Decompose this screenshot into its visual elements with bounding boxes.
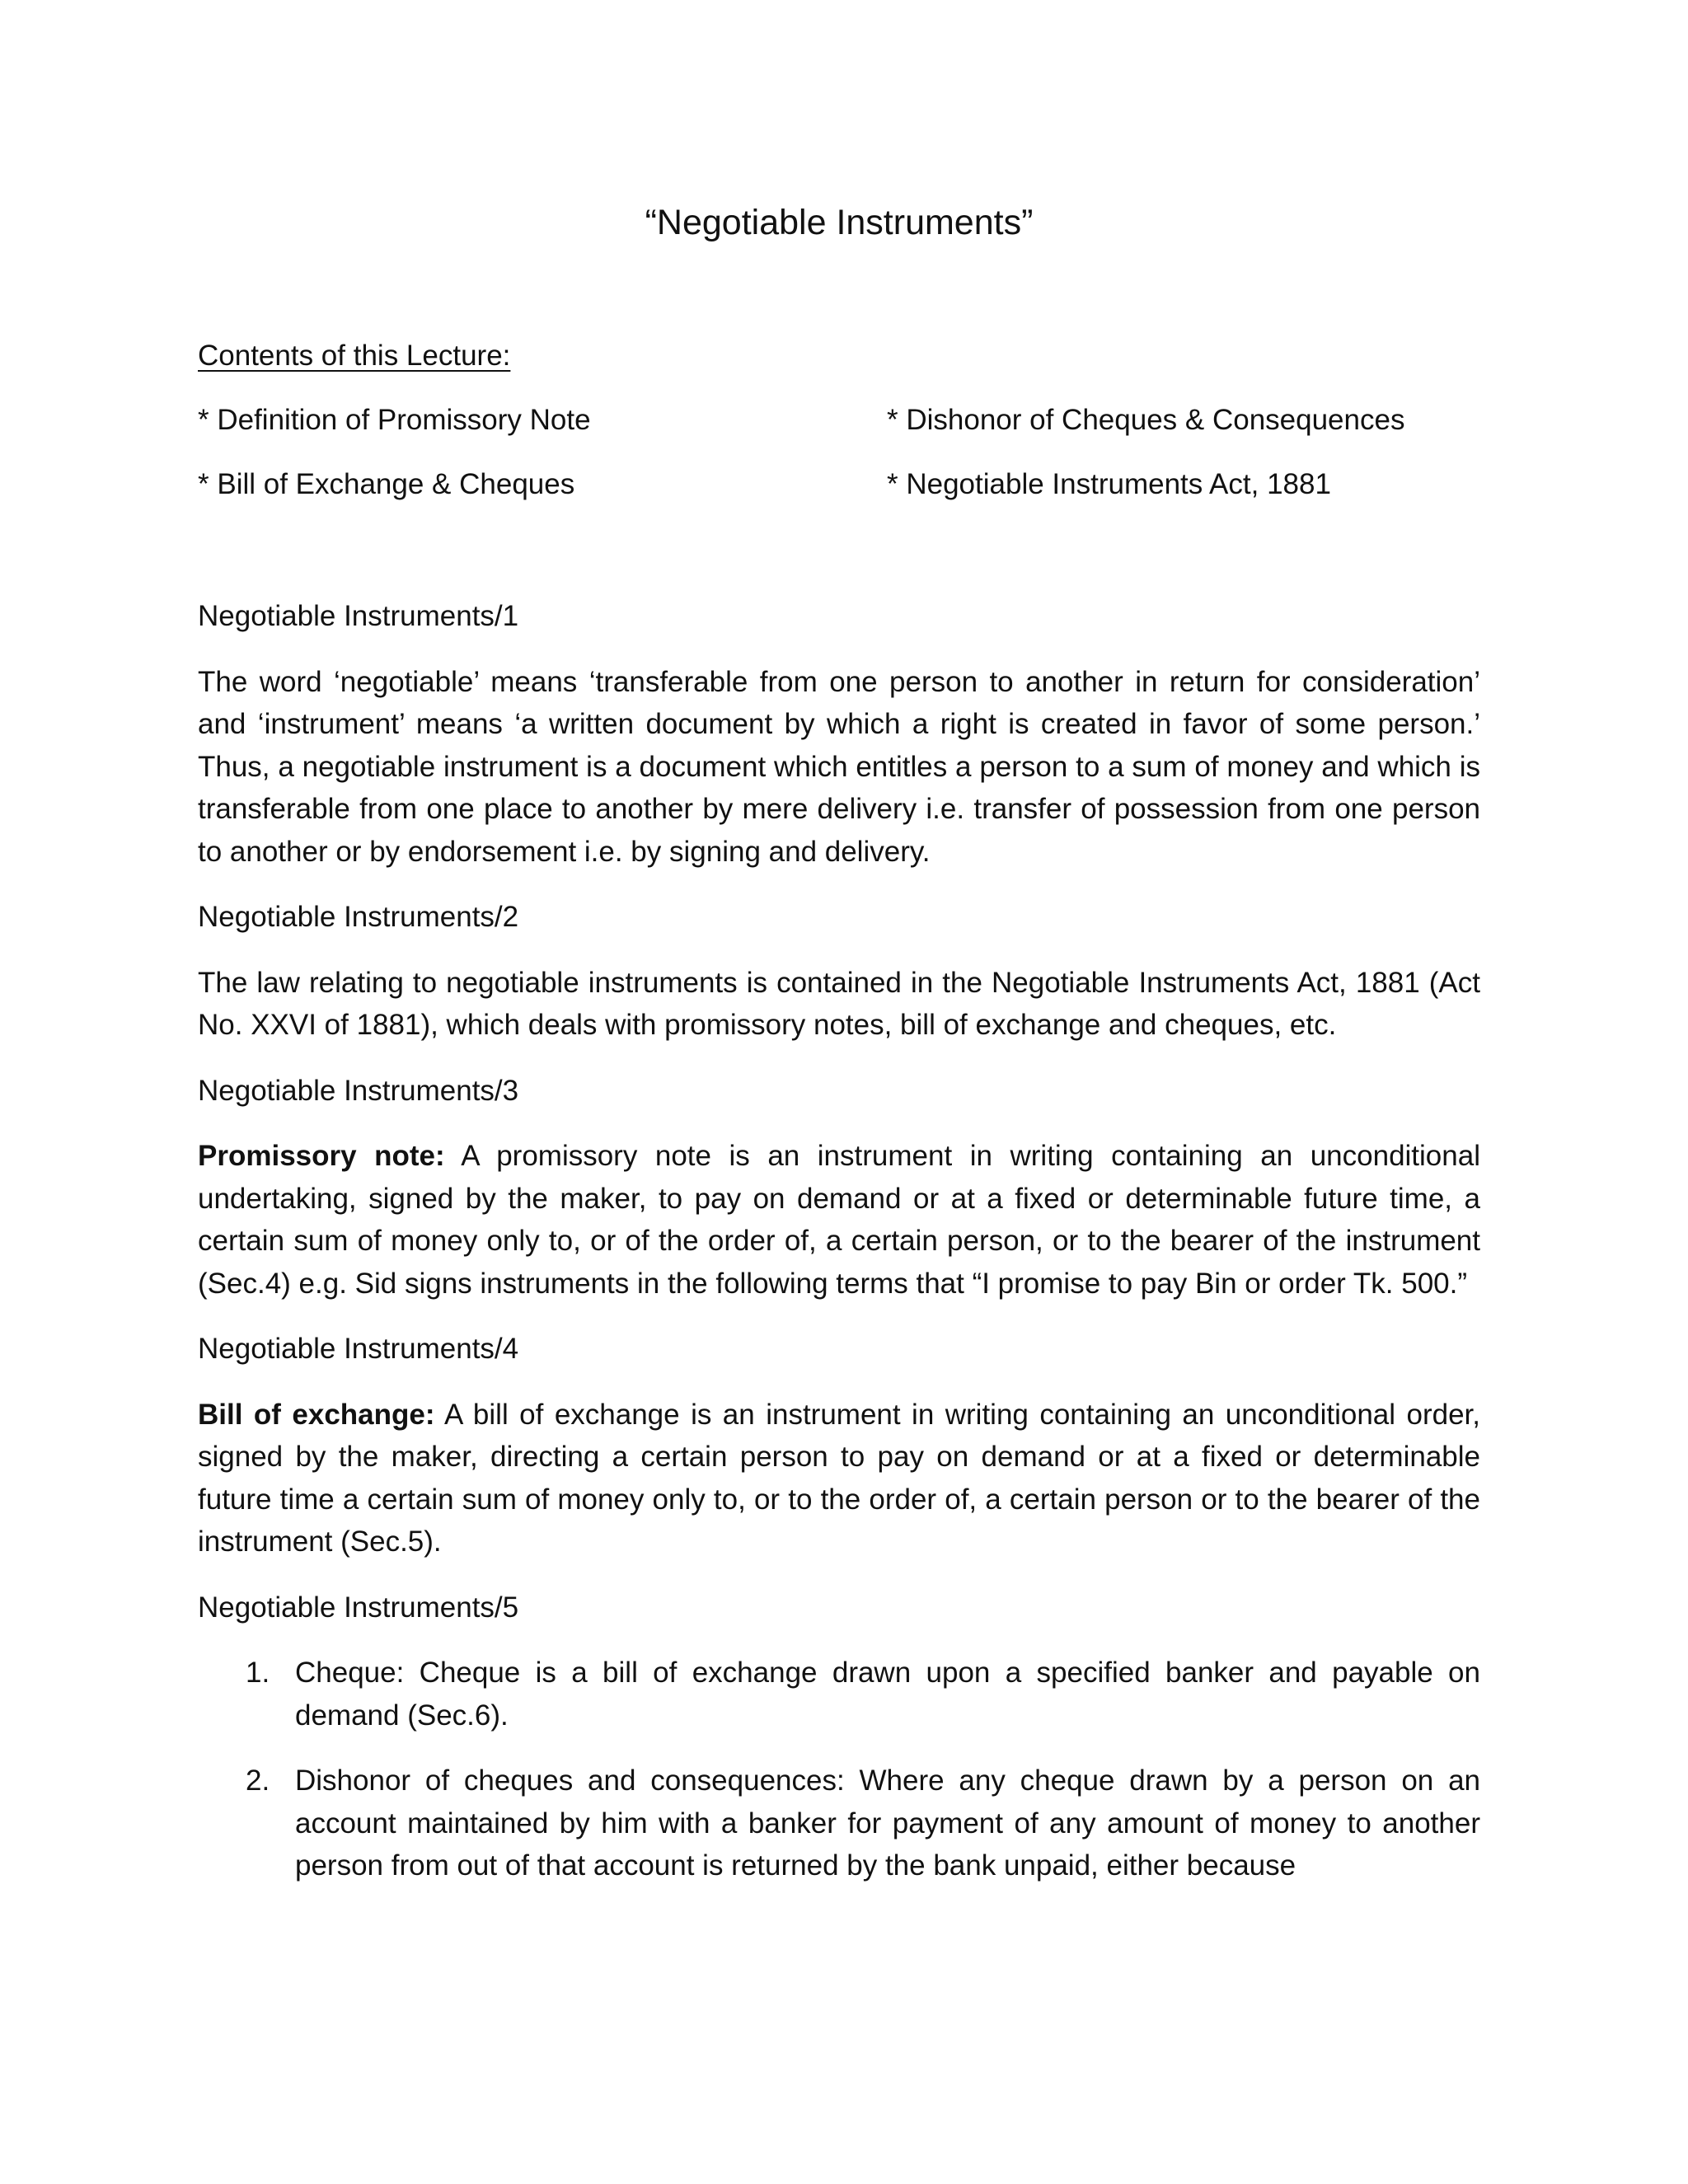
section-paragraph (198, 1135, 1480, 1305)
contents-item: * Definition of Promissory Note (198, 404, 591, 436)
section-label: Negotiable Instruments/5 (198, 1591, 519, 1624)
numbered-list (198, 1652, 1480, 1887)
list-number: 2. (246, 1765, 270, 1797)
lecture-body (198, 595, 1480, 1910)
term-bill-of-exchange: Bill of exchange: (198, 1398, 435, 1431)
contents-item: * Dishonor of Cheques & Consequences (887, 404, 1405, 436)
section-label: Negotiable Instruments/3 (198, 1074, 519, 1107)
list-item (198, 1652, 1480, 1736)
definition-text: Cheque is a bill of exchange drawn upon a specified banker and payable on demand (Sec.6). (295, 1657, 1480, 1732)
contents-heading: Contents of this Lecture: (198, 340, 511, 372)
term-dishonor-of-cheques: Dishonor of cheques and consequences: (295, 1765, 845, 1797)
term-promissory-note: Promissory note: (198, 1140, 445, 1172)
section-paragraph: The law relating to negotiable instruments is contained in the Negotiable Instruments Act, 1881 (Act No. XXVI of 1881), which deals with promissory notes, bill of exchange and cheques, etc. (198, 966, 1480, 1041)
section-label: Negotiable Instruments/1 (198, 600, 519, 632)
definition-text: Where any cheque drawn by a person on an account maintained by him with a banker for payment of any amount of money to another person from out of that account is returned by the bank unpaid, either because (295, 1765, 1480, 1882)
section-label: Negotiable Instruments/2 (198, 901, 519, 933)
section-paragraph: The word ‘negotiable’ means ‘transferable from one person to another in return for consideration’ and ‘instrument’ means ‘a written document by which a right is created in favor of some person.’ Thus, a negotiable instrument is a document which entitles a person to a sum of money and which is transferable from one place to another by mere delivery i.e. transfer of possession from one person to another or by endorsement i.e. by signing and delivery. (198, 665, 1480, 868)
section-paragraph (198, 1394, 1480, 1563)
definition-text: A bill of exchange is an instrument in writing containing an unconditional order, signed by the maker, directing a certain person to pay on demand or at a fixed or determinable future time a certain sum of money only to, or to the order of, a certain person or to the bearer of the instrument (Sec.5). (198, 1398, 1480, 1558)
list-number: 1. (246, 1657, 270, 1689)
term-cheque: Cheque: (295, 1657, 405, 1689)
contents-item: * Bill of Exchange & Cheques (198, 468, 575, 500)
list-item (198, 1760, 1480, 1887)
section-label: Negotiable Instruments/4 (198, 1333, 519, 1365)
definition-text: A promissory note is an instrument in writing containing an unconditional undertaking, signed by the maker, to pay on demand or at a fixed or determinable future time, a certain sum of money only to, or of the order of, a certain person, or to the bearer of the instrument (Sec.4) e.g. Sid signs instruments in the following terms that “I promise to pay Bin or order Tk. 500.” (198, 1140, 1480, 1300)
contents-item: * Negotiable Instruments Act, 1881 (887, 468, 1331, 500)
document-page (198, 0, 1480, 2184)
document-title: “Negotiable Instruments” (645, 203, 1034, 242)
contents-list (198, 401, 1480, 504)
